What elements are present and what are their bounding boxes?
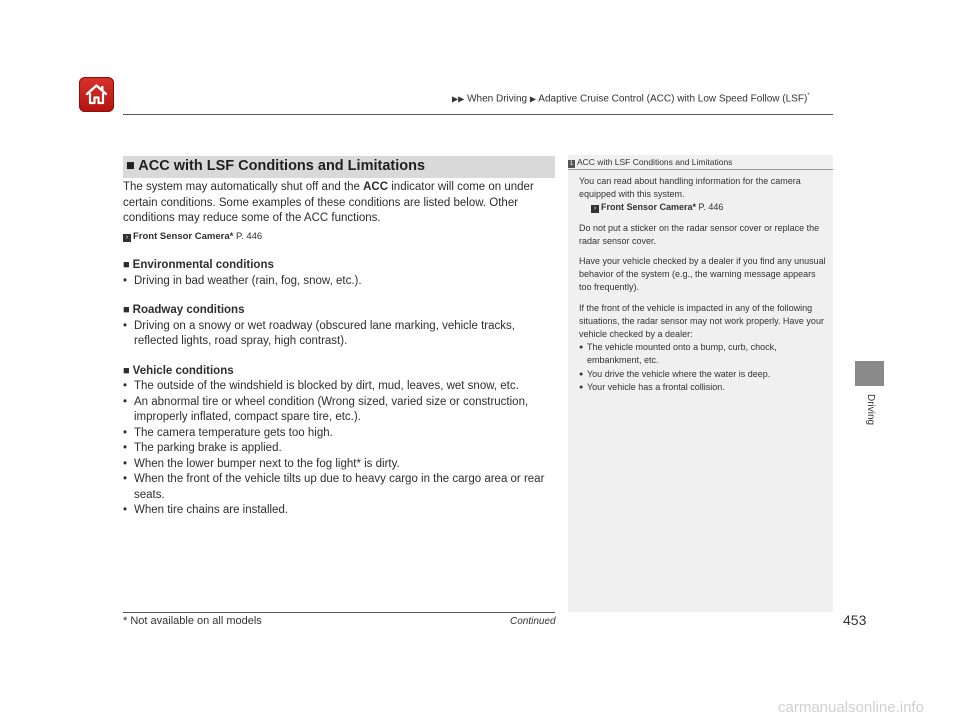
reference-label: Front Sensor Camera xyxy=(601,202,693,213)
breadcrumb xyxy=(452,93,810,104)
subheading-text: Roadway conditions xyxy=(132,304,245,316)
reference-label: Front Sensor Camera xyxy=(133,230,230,242)
square-bullet-icon: ■ xyxy=(123,259,130,271)
subheading-text: Environmental conditions xyxy=(132,259,274,271)
continued-label: Continued xyxy=(510,616,556,627)
page-number: 453 xyxy=(843,612,867,628)
sidebar-paragraph: If the front of the vehicle is impacted in any of the following situations, the radar sensor may not work properly. Have your vehicle checked by a dealer: xyxy=(579,302,824,340)
breadcrumb-item-when-driving[interactable]: When Driving xyxy=(467,93,528,105)
breadcrumb-arrow-icon: ▶ xyxy=(529,94,537,104)
reference-arrow-icon: › xyxy=(123,234,131,242)
header-divider xyxy=(123,114,833,115)
list-item: • When the lower bumper next to the fog light* is dirty. xyxy=(123,457,555,473)
section-marker: ■ xyxy=(126,158,135,174)
footnote-divider xyxy=(123,612,555,613)
reference-page: P. 446 xyxy=(696,202,724,213)
home-icon xyxy=(84,82,109,107)
subheading-environmental xyxy=(123,258,555,274)
sidebar-paragraph: Do not put a sticker on the radar sensor cover or replace the radar sensor cover. xyxy=(579,222,820,246)
sidebar-divider xyxy=(568,169,833,170)
footnote-star: * xyxy=(807,93,810,99)
reference-page: P. 446 xyxy=(233,230,263,242)
cross-reference[interactable] xyxy=(123,229,555,245)
sidebar-paragraph: Have your vehicle checked by a dealer if you find any unusual behavior of the system (e.g., the warning message appears too frequently). xyxy=(579,256,826,293)
subheading-roadway xyxy=(123,303,555,319)
footnote: * Not available on all models xyxy=(123,615,262,627)
sidebar-paragraph: You can read about handling information for the camera equipped with this system. xyxy=(579,176,801,200)
chapter-tab[interactable] xyxy=(855,361,884,386)
sidebar-list-item: ● Your vehicle has a frontal collision. xyxy=(579,381,827,394)
breadcrumb-item-acc[interactable]: Adaptive Cruise Control (ACC) with Low Speed Follow (LSF) xyxy=(538,93,808,105)
section-title: ACC with LSF Conditions and Limitations xyxy=(138,158,426,174)
sidebar-title-text: ACC with LSF Conditions and Limitations xyxy=(577,157,733,167)
home-button[interactable] xyxy=(79,77,114,112)
subheading-vehicle xyxy=(123,364,555,380)
list-item: • The parking brake is applied. xyxy=(123,441,555,457)
breadcrumb-arrow-icon: ▶▶ xyxy=(452,94,465,104)
square-bullet-icon: ■ xyxy=(123,304,130,316)
acc-indicator-label: ACC xyxy=(363,181,389,193)
list-item: • When tire chains are installed. xyxy=(123,503,555,519)
list-item: • Driving on a snowy or wet roadway (obscured lane marking, vehicle tracks, reflected lights, road spray, high contrast). xyxy=(123,319,555,350)
subheading-text: Vehicle conditions xyxy=(132,364,234,377)
sidebar-title xyxy=(568,157,732,168)
sidebar-list-item: ● You drive the vehicle where the water is deep. xyxy=(579,368,827,381)
footnote-star: * xyxy=(229,230,234,242)
list-item: • Driving in bad weather (rain, fog, snow, etc.). xyxy=(123,274,555,290)
list-item: • The camera temperature gets too high. xyxy=(123,426,555,442)
list-item: • An abnormal tire or wheel condition (Wrong sized, varied size or construction, improperly inflated, compact spare tire, etc.). xyxy=(123,395,555,426)
sidebar-notes xyxy=(579,175,827,394)
square-bullet-icon: ■ xyxy=(123,364,130,377)
sidebar-list-item: ● The vehicle mounted onto a bump, curb, chock, embankment, etc. xyxy=(579,341,827,367)
footnote-star: * xyxy=(692,202,697,213)
chapter-tab-label: Driving xyxy=(865,394,876,426)
reference-arrow-icon: › xyxy=(591,205,599,213)
main-content xyxy=(123,180,555,519)
intro-text: The system may automatically shut off and the xyxy=(123,181,364,193)
intro-paragraph xyxy=(123,180,555,227)
note-number-icon: 1 xyxy=(569,161,574,167)
watermark: carmanualsonline.info xyxy=(778,699,924,716)
list-item: • When the front of the vehicle tilts up due to heavy cargo in the cargo area or rear seats. xyxy=(123,472,555,503)
section-heading xyxy=(123,156,555,178)
sidebar-cross-reference[interactable] xyxy=(579,201,827,214)
list-item: • The outside of the windshield is blocked by dirt, mud, leaves, wet snow, etc. xyxy=(123,379,555,395)
intro-text: indicator will come on under certain conditions. Some examples of these conditions are listed below. Other conditions may reduce some of the ACC functions. xyxy=(123,181,534,224)
